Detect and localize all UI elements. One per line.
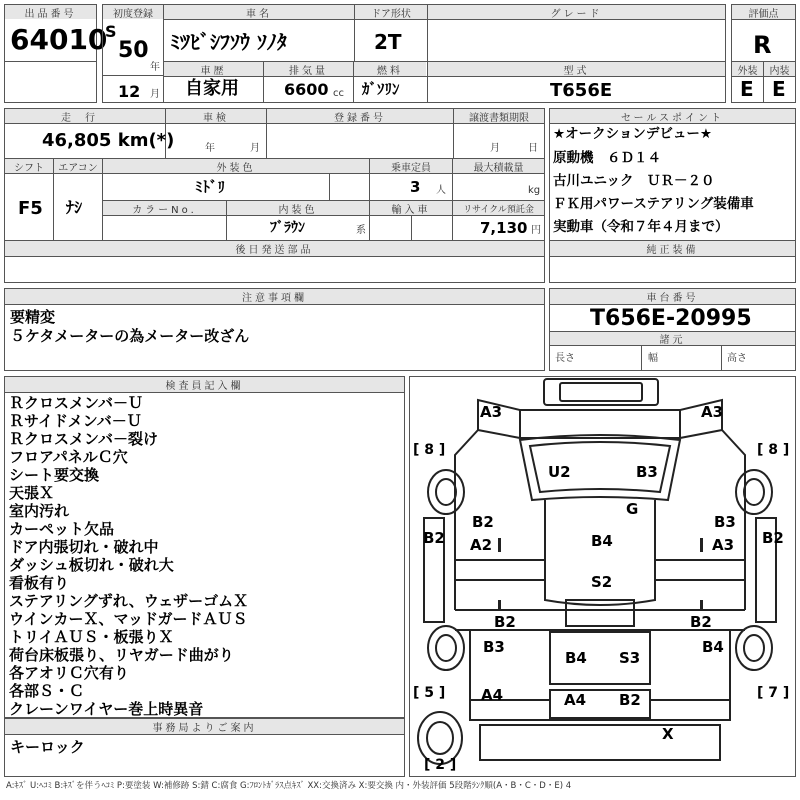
inspector-remarks (9, 394, 403, 717)
import-label: 輸入車 (370, 201, 452, 215)
reg-year-unit: 年 (150, 62, 160, 73)
divider (4, 304, 545, 305)
load-unit: kg (528, 185, 541, 196)
exterior-label: 外装 (732, 62, 763, 76)
damage-code: B2 (619, 691, 641, 709)
displacement-label: 排気量 (264, 62, 353, 76)
grade-label: グレード (428, 5, 725, 19)
damage-code: U2 (548, 463, 571, 481)
interior-score: E (772, 77, 786, 101)
lot-number: 64010 (10, 23, 108, 56)
displacement: 6600 (284, 80, 329, 99)
capacity-label: 乗車定員 (370, 159, 452, 173)
divider (453, 108, 454, 158)
score: R (753, 31, 772, 59)
damage-code: B4 (702, 638, 724, 656)
divider (4, 123, 545, 124)
reg-month-unit: 月 (150, 89, 160, 100)
legend: A:ｷｽﾞ U:ﾍｺﾐ B:ｷｽﾞを伴うﾍｺﾐ P:要塗装 W:補修跡 S:錆 C:腐食 G:ﾌﾛﾝﾄｶﾞﾗｽ点ｷｽﾞ XX:交換済み X:要交換 内・外装評価 5段階ﾗﾝｸ順(A・B・C・D・E) 4 (6, 781, 572, 791)
inspection-month-unit: 月 (250, 143, 260, 154)
displacement-unit: cc (333, 88, 344, 99)
car-name-label: 車名 (164, 5, 354, 19)
damage-code: X (662, 725, 674, 743)
divider (721, 345, 722, 371)
divider (102, 75, 164, 76)
exterior-score: E (740, 77, 754, 101)
divider (102, 215, 545, 216)
ac: ﾅｼ (66, 198, 83, 217)
divider (353, 61, 354, 103)
reg-no-label: 登録番号 (267, 109, 453, 123)
remark-line: 各部Ｓ・Ｃ (9, 682, 85, 700)
fuel-label: 燃料 (354, 62, 426, 76)
tire-label: [ 2 ] (424, 757, 457, 773)
transfer-month-unit: 月 (490, 143, 500, 154)
tire-label: [ 8 ] (413, 442, 446, 458)
divider (427, 61, 428, 103)
shift: F5 (18, 198, 43, 219)
damage-code: B2 (690, 613, 712, 631)
score-label: 評価点 (732, 5, 795, 19)
specs-label: 諸元 (550, 332, 795, 345)
recycle-unit: 円 (531, 225, 541, 236)
capacity: 3 (410, 178, 421, 196)
remark-line: 室内汚れ (9, 502, 70, 520)
damage-code: B2 (762, 529, 784, 547)
remark-line: カーペット欠品 (9, 520, 115, 538)
door-label: ドア形状 (355, 5, 427, 19)
divider (411, 215, 412, 240)
divider (4, 734, 405, 735)
shift-label: シフト (5, 159, 53, 173)
divider (731, 19, 796, 20)
divider (549, 123, 796, 124)
divider (163, 76, 726, 77)
office-label: 事務局よりご案内 (5, 719, 404, 734)
interior-label: 内装 (764, 62, 795, 76)
inspector-label: 検査員記入欄 (5, 377, 404, 392)
car-name: ﾐﾂﾋﾞｼﾌｿｳ ｿﾉﾀ (170, 30, 287, 54)
damage-code: A2 (470, 536, 493, 554)
first-reg-label: 初度登録 (103, 5, 163, 19)
remark-line: シート要交換 (9, 466, 100, 484)
exterior-color: ﾐﾄﾞﾘ (195, 178, 226, 196)
damage-code: A4 (564, 691, 587, 709)
divider (4, 173, 545, 174)
remark-line: ウインカーＸ、マッドガードＡＵＳ (9, 610, 248, 628)
note-line: 要精変 (10, 308, 56, 326)
remark-line: 看板有り (9, 574, 70, 592)
damage-code: B4 (565, 649, 587, 667)
mileage: 46,805 km(*) (42, 130, 175, 151)
divider (226, 200, 227, 240)
divider (266, 108, 267, 158)
damage-code: B3 (483, 638, 505, 656)
note-line: ５ケタメーターの為メーター改ざん (10, 327, 250, 345)
width-label: 幅 (648, 353, 658, 364)
reg-year: 50 (118, 38, 149, 63)
remark-line: Ｒクロスメンバ－裂け (9, 430, 158, 448)
int-color-suffix: 系 (356, 225, 366, 236)
remark-line: Ｒサイドメンバ－Ｕ (9, 412, 142, 430)
remark-line: クレーンワイヤー巻上時異音 (9, 700, 204, 717)
history: 自家用 (185, 78, 239, 99)
capacity-unit: 人 (436, 185, 446, 196)
divider (263, 61, 264, 103)
remark-line: フロアパネルＣ穴 (9, 448, 128, 466)
lot-blank-box (4, 61, 97, 103)
remark-line: 天張Ｘ (9, 484, 55, 502)
remark-line: 各アオリＣ穴有り (9, 664, 129, 682)
remark-line: ダッシュ板切れ・破れ大 (9, 556, 174, 574)
fuel: ｶﾞｿﾘﾝ (362, 80, 400, 98)
damage-code: B4 (591, 532, 613, 550)
ac-label: エアコン (54, 159, 102, 173)
height-label: 高さ (727, 353, 747, 364)
remark-line: 荷台床板張り、リヤガード曲がり (9, 646, 234, 664)
damage-code: A4 (481, 686, 504, 704)
divider (4, 392, 405, 393)
divider (641, 345, 642, 371)
sales-point-line: 実動車（令和７年４月まで） (553, 219, 729, 235)
remark-line: ドア内張切れ・破れ中 (9, 538, 159, 556)
sales-point-line: 原動機 ６Ｄ１４ (553, 150, 661, 166)
damage-code: G (626, 500, 639, 518)
damage-code: B2 (494, 613, 516, 631)
door-type: 2T (374, 30, 402, 54)
model: T656E (550, 80, 613, 101)
damage-code: A3 (712, 536, 735, 554)
divider (549, 345, 796, 346)
interior-color: ﾌﾞﾗｳﾝ (270, 220, 305, 236)
remark-line: トリイＡＵＳ・板張りＸ (9, 628, 174, 646)
damage-code: B2 (472, 513, 494, 531)
sales-point-line: ★オークションデビュー★ (553, 126, 712, 142)
length-label: 長さ (555, 353, 575, 364)
transfer-day-unit: 日 (528, 143, 538, 154)
divider (549, 304, 796, 305)
remark-line: Ｒクロスメンバ－Ｕ (9, 394, 143, 412)
tire-label: [ 7 ] (757, 685, 790, 701)
damage-code: B2 (423, 529, 445, 547)
tire-label: [ 5 ] (413, 685, 446, 701)
history-label: 車歴 (164, 62, 263, 76)
inspection-year-unit: 年 (205, 143, 215, 154)
damage-code: S2 (591, 573, 613, 591)
divider (102, 158, 103, 240)
divider (4, 256, 545, 257)
divider (452, 158, 453, 240)
chassis-number: T656E-20995 (590, 306, 752, 331)
notes-label: 注意事項欄 (5, 289, 544, 304)
divider (369, 158, 370, 240)
genuine-equipment-label: 純正装備 (550, 241, 795, 256)
sales-points-label: セールスポイント (550, 109, 795, 123)
reg-month: 12 (118, 82, 141, 101)
damage-code: S3 (619, 649, 641, 667)
divider (53, 158, 54, 240)
sales-point-line: 古川ユニック ＵＲ－２０ (553, 173, 715, 189)
divider (329, 173, 330, 200)
model-label: 型式 (428, 62, 725, 76)
recycle-fee: 7,130 (480, 219, 528, 237)
transfer-label: 譲渡書類期限 (454, 109, 544, 123)
load-label: 最大積載量 (453, 159, 544, 173)
damage-code: A3 (701, 403, 724, 421)
office-note: キーロック (10, 738, 85, 756)
damage-code: A3 (480, 403, 503, 421)
lot-number-label: 出品番号 (5, 5, 96, 19)
int-color-label: 内装色 (227, 201, 369, 215)
damage-code: B3 (636, 463, 658, 481)
inspection-label: 車検 (166, 109, 266, 123)
divider (163, 19, 726, 20)
mileage-label: 走行 (5, 109, 165, 123)
divider (549, 256, 796, 257)
divider (763, 61, 764, 103)
remark-line: ステアリングずれ、ウェザーゴムＸ (9, 592, 249, 610)
tire-label: [ 8 ] (757, 442, 790, 458)
color-label: 外装色 (103, 159, 369, 173)
color-no-label: カラーNo. (103, 201, 226, 215)
sales-point-line: ＦＫ用パワーステアリング装備車 (553, 196, 754, 212)
recycle-label: リサイクル預託金 (453, 201, 544, 215)
later-parts-label: 後日発送部品 (5, 241, 544, 256)
era: S (105, 22, 117, 41)
damage-code: B3 (714, 513, 736, 531)
chassis-label: 車台番号 (550, 289, 795, 304)
